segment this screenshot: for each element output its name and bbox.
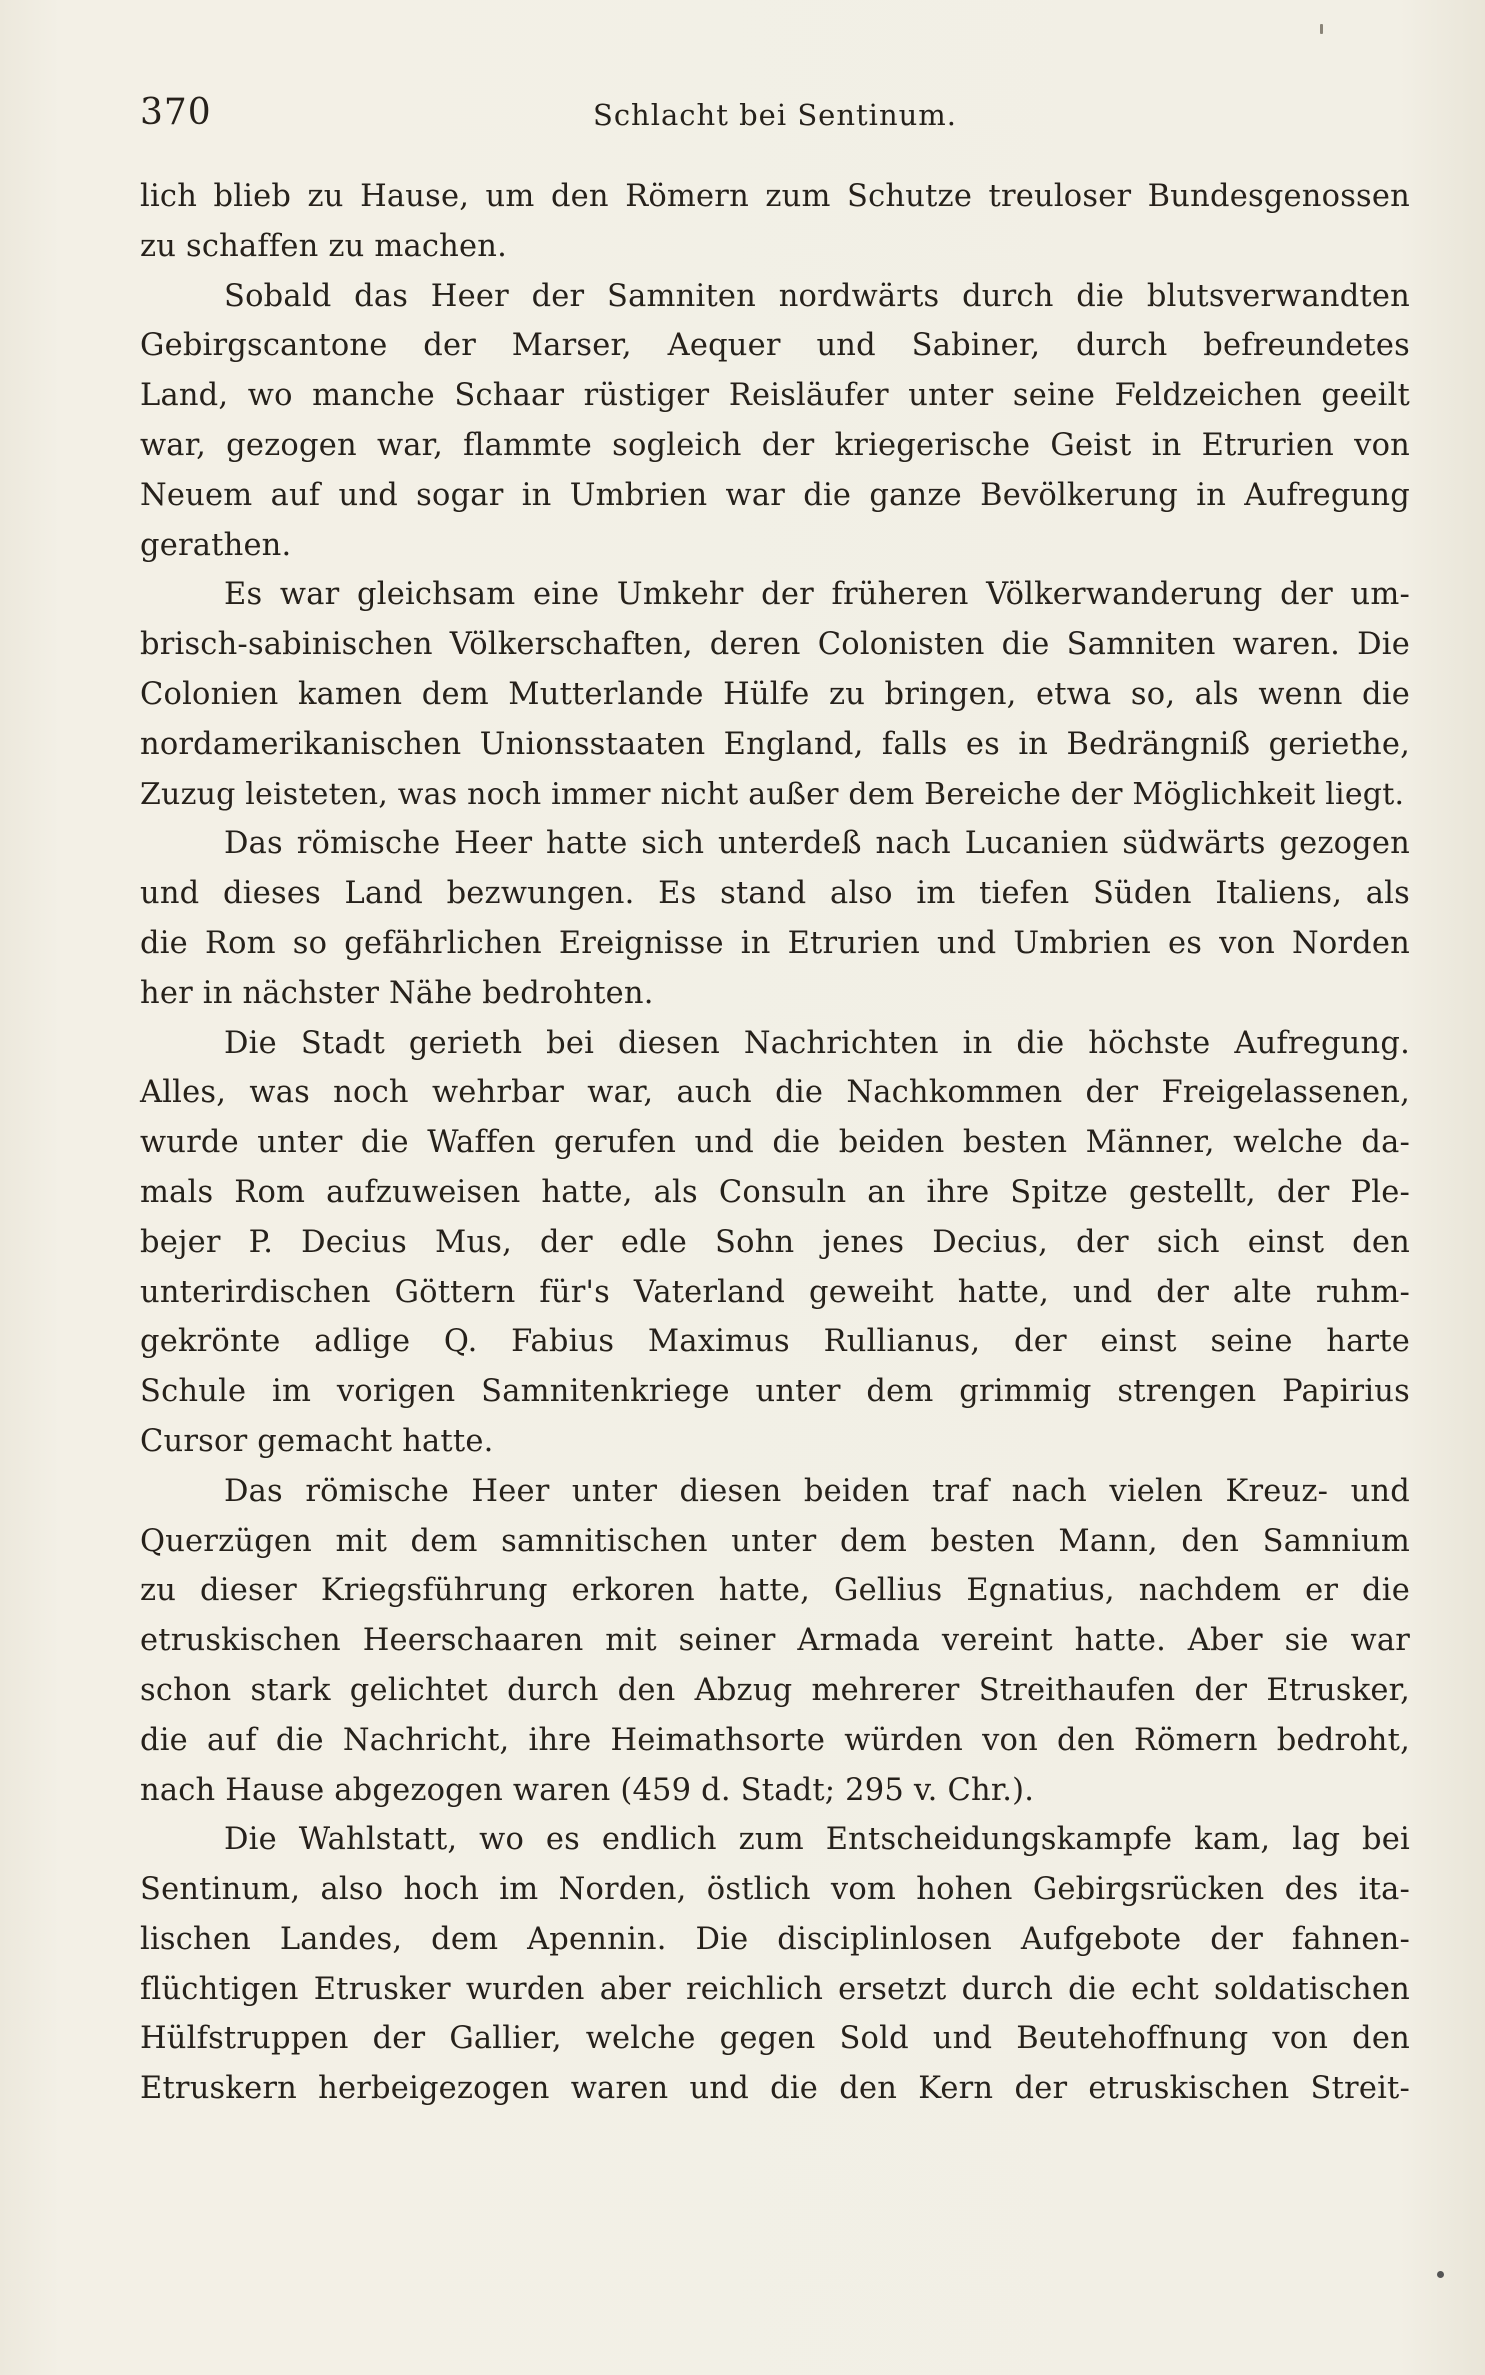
- text-line: brisch-sabinischen Völkerschaften, deren Colonisten die Samniten waren. Die: [140, 627, 1410, 663]
- text-line: schon stark gelichtet durch den Abzug mehrerer Streithaufen der Etrusker,: [140, 1672, 1410, 1708]
- speck-mark: [1437, 2271, 1444, 2278]
- text-line: und dieses Land bezwungen. Es stand also im tiefen Süden Italiens, als: [140, 876, 1410, 912]
- text-line: nordamerikanischen Unionsstaaten England, falls es in Bedrängniß geriethe,: [140, 726, 1410, 762]
- text-line: Die Wahlstatt, wo es endlich zum Entscheidungskampfe kam, lag bei: [224, 1822, 1410, 1858]
- text-line: die auf die Nachricht, ihre Heimathsorte würden von den Römern bedroht,: [140, 1722, 1410, 1758]
- text-line: gekrönte adlige Q. Fabius Maximus Rullianus, der einst seine harte: [140, 1324, 1410, 1360]
- text-line: Hülfstruppen der Gallier, welche gegen Sold und Beutehoffnung von den: [140, 2021, 1410, 2057]
- text-line: Das römische Heer hatte sich unterdeß nach Lucanien südwärts gezogen: [224, 826, 1410, 862]
- text-line: Alles, was noch wehrbar war, auch die Nachkommen der Freigelassenen,: [140, 1075, 1410, 1111]
- text-line: her in nächster Nähe bedrohten.: [140, 975, 654, 1011]
- page-number: 370: [140, 92, 212, 133]
- text-line: Schule im vorigen Samnitenkriege unter dem grimmig strengen Papirius: [140, 1374, 1410, 1410]
- text-line: Etruskern herbeigezogen waren und die den Kern der etruskischen Streit-: [140, 2071, 1410, 2107]
- text-line: Die Stadt gerieth bei diesen Nachrichten in die höchste Aufregung.: [224, 1025, 1410, 1061]
- text-line: bejer P. Decius Mus, der edle Sohn jenes Decius, der sich einst den: [140, 1224, 1410, 1260]
- text-line: Cursor gemacht hatte.: [140, 1423, 494, 1459]
- text-line: unterirdischen Göttern für's Vaterland geweiht hatte, und der alte ruhm-: [140, 1274, 1410, 1310]
- text-line: die Rom so gefährlichen Ereignisse in Etrurien und Umbrien es von Norden: [140, 925, 1410, 961]
- text-line: Neuem auf und sogar in Umbrien war die ganze Bevölkerung in Aufregung: [140, 477, 1410, 513]
- speck-mark: [1320, 24, 1323, 34]
- text-line: Sentinum, also hoch im Norden, östlich vom hohen Gebirgsrücken des ita-: [140, 1872, 1410, 1908]
- text-line: mals Rom aufzuweisen hatte, als Consuln an ihre Spitze gestellt, der Ple-: [140, 1174, 1410, 1210]
- text-line: lischen Landes, dem Apennin. Die disciplinlosen Aufgebote der fahnen-: [140, 1921, 1410, 1957]
- text-line: Land, wo manche Schaar rüstiger Reisläufer unter seine Feldzeichen geeilt: [140, 378, 1410, 414]
- text-line: Colonien kamen dem Mutterlande Hülfe zu bringen, etwa so, als wenn die: [140, 676, 1410, 712]
- text-line: zu schaffen zu machen.: [140, 228, 507, 264]
- text-line: Es war gleichsam eine Umkehr der früheren Völkerwanderung der um-: [224, 577, 1410, 613]
- text-line: war, gezogen war, flammte sogleich der kriegerische Geist in Etrurien von: [140, 427, 1410, 463]
- text-line: flüchtigen Etrusker wurden aber reichlich ersetzt durch die echt soldatischen: [140, 1971, 1410, 2007]
- text-line: lich blieb zu Hause, um den Römern zum Schutze treuloser Bundesgenossen: [140, 179, 1410, 214]
- text-line: Zuzug leisteten, was noch immer nicht außer dem Bereiche der Möglichkeit liegt.: [140, 776, 1405, 812]
- text-line: zu dieser Kriegsführung erkoren hatte, Gellius Egnatius, nachdem er die: [140, 1573, 1410, 1609]
- text-line: nach Hause abgezogen waren (459 d. Stadt; 295 v. Chr.).: [140, 1772, 1035, 1808]
- page-header: [140, 92, 1410, 148]
- text-line: Querzügen mit dem samnitischen unter dem besten Mann, den Samnium: [140, 1523, 1410, 1559]
- running-title: Schlacht bei Sentinum.: [592, 98, 958, 132]
- text-line: Das römische Heer unter diesen beiden traf nach vielen Kreuz- und: [224, 1473, 1410, 1509]
- text-line: Sobald das Heer der Samniten nordwärts durch die blutsverwandten: [224, 278, 1410, 314]
- text-line: etruskischen Heerschaaren mit seiner Armada vereint hatte. Aber sie war: [140, 1623, 1410, 1659]
- body-text: [140, 172, 1410, 2114]
- text-line: Gebirgscantone der Marser, Aequer und Sabiner, durch befreundetes: [140, 328, 1410, 364]
- text-line: gerathen.: [140, 527, 292, 563]
- text-line: wurde unter die Waffen gerufen und die beiden besten Männer, welche da-: [140, 1125, 1410, 1161]
